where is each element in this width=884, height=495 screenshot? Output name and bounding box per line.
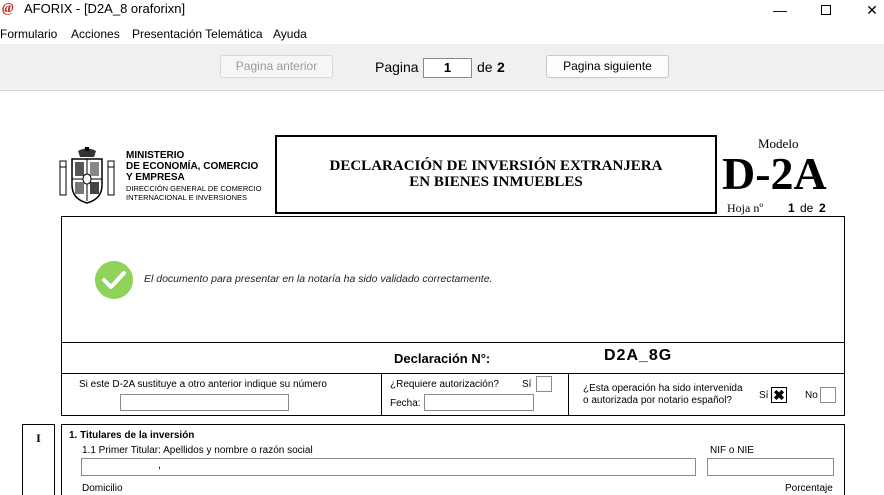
declaration-number-label: Declaración N°: xyxy=(394,351,491,366)
direction-line-1: DIRECCIÓN GENERAL DE COMERCIO xyxy=(126,184,262,193)
nif-label: NIF o NIE xyxy=(710,445,754,456)
close-button[interactable]: ✕ xyxy=(866,2,878,18)
divider xyxy=(381,374,382,416)
first-holder-input[interactable]: , xyxy=(81,458,696,476)
menu-bar xyxy=(0,24,884,44)
authorization-label: ¿Requiere autorización? xyxy=(390,379,499,390)
fecha-label: Fecha: xyxy=(390,398,421,409)
declaration-number-value: D2A_8G xyxy=(604,347,673,364)
hoja-total: 2 xyxy=(819,201,826,215)
pagination-toolbar xyxy=(0,44,884,91)
coat-of-arms-icon xyxy=(58,147,116,205)
maximize-icon xyxy=(821,5,831,15)
previous-page-button[interactable]: Pagina anterior xyxy=(220,55,333,78)
minimize-button[interactable]: — xyxy=(773,2,787,18)
page-number-input[interactable]: 1 xyxy=(423,58,472,78)
section-1-title: 1. Titulares de la inversión xyxy=(69,430,195,441)
page-total: 2 xyxy=(497,59,505,75)
page-of-label: de xyxy=(477,59,493,75)
page-label: Pagina xyxy=(375,59,419,75)
authorization-si-label: Sí xyxy=(522,379,532,390)
divider xyxy=(568,374,569,416)
ministry-line-1: MINISTERIO xyxy=(126,150,185,161)
authorization-checkbox[interactable] xyxy=(536,376,552,392)
modelo-label: Modelo xyxy=(758,136,799,151)
modelo-code: D-2A xyxy=(722,148,827,199)
fecha-input[interactable] xyxy=(424,394,534,411)
maximize-button[interactable] xyxy=(803,0,849,22)
first-holder-label: 1.1 Primer Titular: Apellidos y nombre o razón social xyxy=(82,445,313,456)
check-icon xyxy=(95,261,133,299)
declaration-title-box xyxy=(275,135,717,214)
ministry-block xyxy=(126,150,276,203)
replaces-number-input[interactable] xyxy=(120,394,289,411)
section-number: I xyxy=(22,424,55,495)
hoja-de: de xyxy=(800,201,814,215)
nif-input[interactable] xyxy=(707,458,834,476)
ministry-line-3: Y EMPRESA xyxy=(126,172,185,183)
replaces-label: Si este D-2A sustituye a otro anterior indique su número xyxy=(79,379,327,390)
declaration-title-line-1: DECLARACIÓN DE INVERSIÓN EXTRANJERA xyxy=(329,158,663,174)
app-icon: @ xyxy=(2,1,14,16)
hoja-number: 1 xyxy=(788,201,795,215)
scroll-edge xyxy=(878,92,884,495)
window-title: AFORIX - [D2A_8 oraforixn] xyxy=(24,1,186,16)
menu-acciones[interactable]: Acciones xyxy=(71,27,120,41)
domicilio-label: Domicilio xyxy=(82,483,123,494)
declaration-title-line-2: EN BIENES INMUEBLES xyxy=(409,174,583,190)
porcentaje-label: Porcentaje xyxy=(785,483,833,494)
next-page-button[interactable]: Pagina siguiente xyxy=(546,55,669,78)
notary-no-label: No xyxy=(805,390,818,401)
menu-presentacion-telematica[interactable]: Presentación Telemática xyxy=(132,27,263,41)
validation-message: El documento para presentar en la notaría ha sido validado correctamente. xyxy=(144,273,493,285)
direction-block xyxy=(126,184,276,203)
ministry-line-2: DE ECONOMÍA, COMERCIO xyxy=(126,161,259,172)
notary-no-checkbox[interactable] xyxy=(820,387,836,403)
notary-si-label: Sí xyxy=(759,390,769,401)
menu-formulario[interactable]: Formulario xyxy=(0,27,58,41)
title-bar xyxy=(0,0,884,22)
notary-label-2: o autorizada por notario español? xyxy=(583,395,732,406)
menu-ayuda[interactable]: Ayuda xyxy=(273,27,307,41)
direction-line-2: INTERNACIONAL E INVERSIONES xyxy=(126,193,247,202)
notary-si-checkbox[interactable]: ✖ xyxy=(771,387,787,403)
notary-label-1: ¿Esta operación ha sido intervenida xyxy=(583,383,743,394)
hoja-label: Hoja nº xyxy=(727,201,764,215)
